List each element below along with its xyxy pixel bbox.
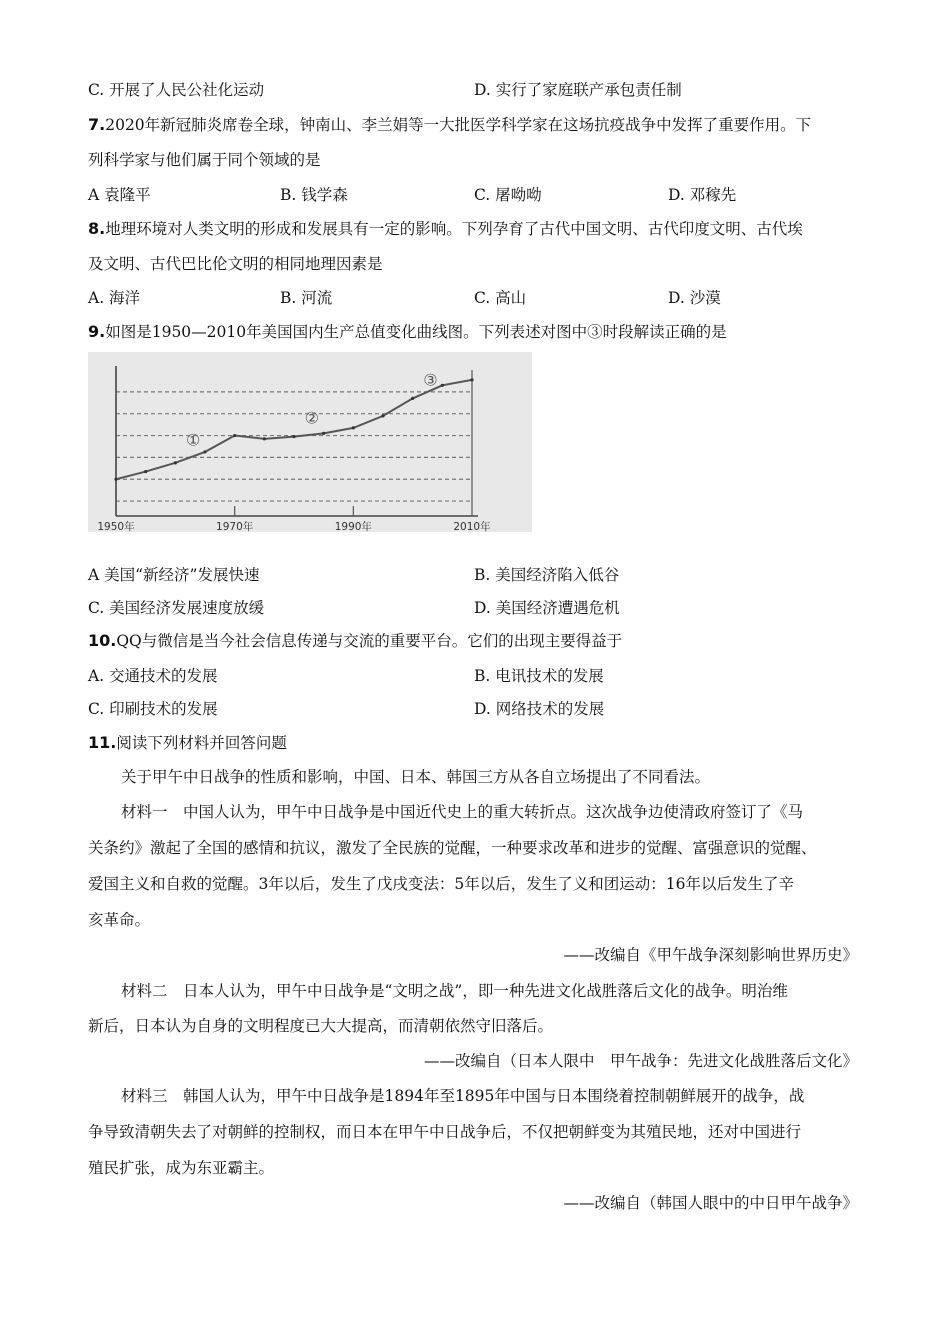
chart-svg (88, 352, 532, 532)
q8-option-d: D. 沙漠 (668, 289, 721, 307)
material1-line4: 亥革命。 (88, 911, 151, 929)
material1-line1: 材料一 中国人认为，甲午中日战争是中国近代史上的重大转折点。这次战争边使清政府签订了《马 (121, 803, 804, 821)
material3-line3: 殖民扩张，成为东亚霸主。 (88, 1159, 275, 1177)
q11-number: 11. (88, 733, 117, 752)
q7-text-1: 2020年新冠肺炎席卷全球，钟南山、李兰娟等一大批医学科学家在这场抗疫战争中发挥了重要作用。下 (105, 116, 812, 134)
q8-text-1: 地理环境对人类文明的形成和发展具有一定的影响。下列孕育了古代中国文明、古代印度文明、古代埃 (105, 220, 803, 238)
material2-line2: 新后，日本认为自身的文明程度已大大提高，而清朝依然守旧落后。 (88, 1017, 554, 1035)
q9-option-c: C. 美国经济发展速度放缓 (88, 599, 265, 617)
q7-stem-line1 (88, 115, 811, 135)
material2-line1: 材料二 日本人认为，甲午中日战争是“文明之战”，即一种先进文化战胜落后文化的战争。明治维 (121, 982, 788, 1000)
data-point-2 (174, 461, 177, 464)
data-point-9 (381, 414, 384, 417)
q7-option-c: C. 屠呦呦 (474, 186, 542, 204)
option-d: D. 实行了家庭联产承包责任制 (474, 81, 682, 99)
data-point-5 (263, 437, 266, 440)
q10-text-1: QQ与微信是当今社会信息传递与交流的重要平台。它们的出现主要得益于 (116, 632, 623, 650)
data-point-12 (470, 378, 473, 381)
q11-intro: 关于甲午中日战争的性质和影响，中国、日本、韩国三方从各自立场提出了不同看法。 (121, 768, 711, 786)
data-point-3 (203, 450, 206, 453)
data-point-6 (292, 435, 295, 438)
q9-option-b: B. 美国经济陷入低谷 (474, 566, 620, 584)
q9-text-1: 如图是1950—2010年美国国内生产总值变化曲线图。下列表述对图中③时段解读正确的是 (105, 323, 727, 341)
data-point-8 (352, 426, 355, 429)
x-tick-label-0: 1950年 (97, 521, 135, 532)
q11-stem-line1 (88, 733, 287, 753)
q7-stem-line2: 列科学家与他们属于同个领域的是 (88, 151, 321, 169)
data-point-4 (233, 434, 236, 437)
q8-option-b: B. 河流 (280, 289, 333, 307)
x-tick-label-1: 1970年 (216, 521, 254, 532)
q8-stem-line1 (88, 219, 803, 239)
q10-number: 10. (88, 631, 117, 650)
q8-stem-line2: 及文明、古代巴比伦文明的相同地理因素是 (88, 255, 383, 273)
material1-source: ——改编自《甲午战争深刻影响世界历史》 (563, 946, 858, 964)
material3-line1: 材料三 韩国人认为，甲午中日战争是1894年至1895年中国与日本围绕着控制朝鲜展开的战争，战 (121, 1087, 805, 1105)
q10-option-c: C. 印刷技术的发展 (88, 700, 218, 718)
q11-text-1: 阅读下列材料并回答问题 (116, 734, 287, 752)
series-line (116, 380, 472, 479)
data-point-11 (441, 384, 444, 387)
material3-source: ——改编自（韩国人眼中的中日甲午战争》 (563, 1194, 858, 1212)
q8-option-c: C. 高山 (474, 289, 527, 307)
q10-stem-line1 (88, 631, 622, 651)
period-label-2: ② (304, 408, 319, 428)
x-tick-label-2: 1990年 (334, 521, 372, 532)
q7-option-a: A 袁隆平 (88, 186, 151, 204)
q9-option-d: D. 美国经济遭遇危机 (474, 599, 620, 617)
q10-option-d: D. 网络技术的发展 (474, 700, 605, 718)
x-tick-label-3: 2010年 (453, 521, 491, 532)
data-point-7 (322, 432, 325, 435)
data-point-1 (144, 470, 147, 473)
q7-option-b: B. 钱学森 (280, 186, 348, 204)
period-label-1: ① (185, 430, 201, 450)
q7-option-d: D. 邓稼先 (668, 186, 737, 204)
q7-number: 7. (88, 115, 106, 134)
data-point-10 (411, 397, 414, 400)
q9-option-a: A 美国“新经济”发展快速 (88, 566, 260, 584)
material1-line2: 关条约》激起了全国的感情和抗议，激发了全民族的觉醒，一种要求改革和进步的觉醒、富强意识的觉醒、 (88, 839, 817, 857)
option-c: C. 开展了人民公社化运动 (88, 81, 265, 99)
q8-option-a: A. 海洋 (88, 289, 141, 307)
gdp-line-chart (88, 352, 532, 532)
q10-option-b: B. 电讯技术的发展 (474, 667, 604, 685)
q9-stem-line1 (88, 322, 727, 342)
data-point-0 (114, 478, 117, 481)
q8-number: 8. (88, 219, 106, 238)
period-label-3: ③ (423, 370, 438, 390)
material3-line2: 争导致清朝失去了对朝鲜的控制权，而日本在甲午中日战争后，不仅把朝鲜变为其殖民地，还对中国进行 (88, 1123, 802, 1141)
material1-line3: 爱国主义和自救的觉醒。3年以后，发生了戊戌变法：5年以后，发生了义和团运动：16年以后发生了辛 (88, 875, 794, 893)
q9-number: 9. (88, 322, 106, 341)
q10-option-a: A. 交通技术的发展 (88, 667, 218, 685)
material2-source: ——改编自（日本人限中 甲午战争：先进文化战胜落后文化》 (423, 1052, 858, 1070)
